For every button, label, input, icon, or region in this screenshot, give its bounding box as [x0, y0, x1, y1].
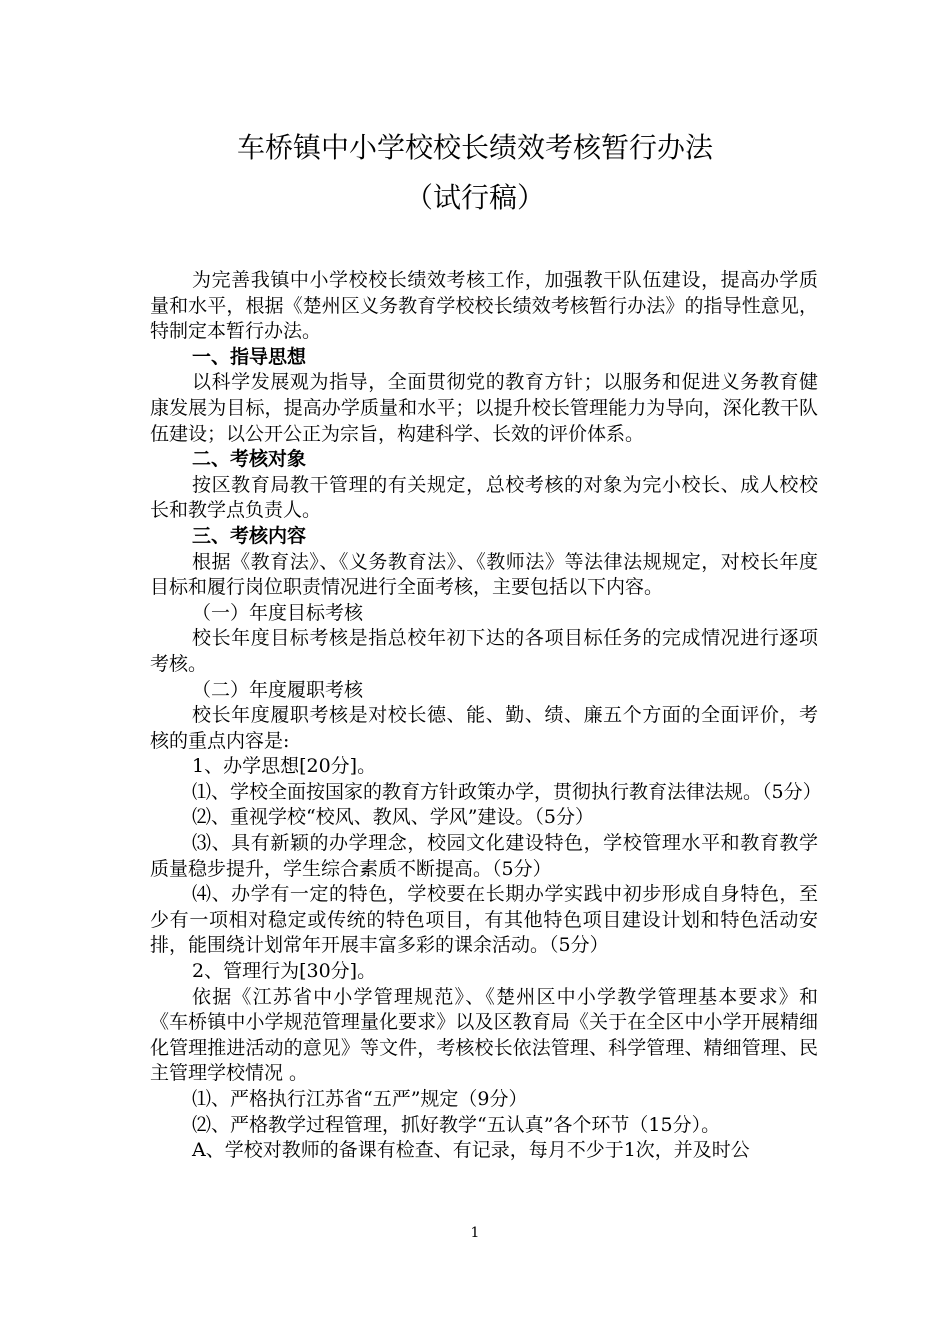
- paragraph: 为完善我镇中小学校校长绩效考核工作，加强教干队伍建设，提高办学质量和水平，根据《楚州区义务教育学校校长绩效考核暂行办法》的指导性意见，特制定本暂行办法。: [150, 269, 818, 343]
- paragraph: （二）年度履职考核: [192, 678, 364, 701]
- section-heading: 三、考核内容: [192, 524, 307, 547]
- paragraph: 校长年度履职考核是对校长德、能、勤、绩、廉五个方面的全面评价，考核的重点内容是:: [150, 704, 818, 752]
- paragraph: ⑵、重视学校“校风、教风、学风”建设。（5分）: [192, 806, 595, 829]
- paragraph: ⑶、具有新颖的办学理念，校园文化建设特色，学校管理水平和教育教学质量稳步提升，学生综合素质不断提高。（5分）: [150, 832, 818, 880]
- paragraph: 2、管理行为[30分]。: [192, 960, 377, 983]
- document-body: [150, 268, 822, 1164]
- paragraph: ⑵、严格教学过程管理，抓好教学“五认真”各个环节（15分）。: [192, 1113, 721, 1136]
- paragraph: ⑷、办学有一定的特色，学校要在长期办学实践中初步形成自身特色，至少有一项相对稳定或传统的特色项目，有其他特色项目建设计划和特色活动安排，能围绕计划常年开展丰富多彩的课余活动。（5分）: [150, 883, 818, 957]
- paragraph: 校长年度目标考核是指总校年初下达的各项目标任务的完成情况进行逐项考核。: [150, 627, 818, 675]
- paragraph: 按区教育局教干管理的有关规定，总校考核的对象为完小校长、成人校校长和教学点负责人。: [150, 473, 818, 522]
- document-title: 车桥镇中小学校校长绩效考核暂行办法: [236, 131, 713, 164]
- paragraph: A、学校对教师的备课有检查、有记录，每月不少于1次，并及时公: [192, 1139, 750, 1162]
- document-subtitle: （试行稿）: [404, 181, 545, 214]
- paragraph: 以科学发展观为指导，全面贯彻党的教育方针；以服务和促进义务教育健康发展为目标，提高办学质量和水平；以提升校长管理能力为导向，深化教干队伍建设；以公开公正为宗旨，构建科学、长效的评价体系。: [150, 371, 818, 445]
- paragraph: 根据《教育法》、《义务教育法》、《教师法》等法律法规规定，对校长年度目标和履行岗位职责情况进行全面考核，主要包括以下内容。: [150, 550, 818, 599]
- paragraph: 1、办学思想[20分]。: [192, 755, 377, 778]
- section-heading: 一、指导思想: [192, 345, 307, 368]
- paragraph: （一）年度目标考核: [192, 601, 364, 624]
- section-heading: 二、考核对象: [192, 448, 307, 471]
- paragraph: 依据《江苏省中小学管理规范》、《楚州区中小学教学管理基本要求》和《车桥镇中小学规范管理量化要求》以及区教育局《关于在全区中小学开展精细化管理推进活动的意见》等文件，考核校长依法管理、科学管理、精细管理、民主管理学校情况 。: [150, 985, 818, 1085]
- paragraph: ⑴、严格执行江苏省“五严”规定（9分）: [192, 1088, 528, 1110]
- paragraph: ⑴、学校全面按国家的教育方针政策办学，贯彻执行教育法律法规。（5分）: [192, 780, 822, 803]
- page-number: 1: [470, 1225, 480, 1241]
